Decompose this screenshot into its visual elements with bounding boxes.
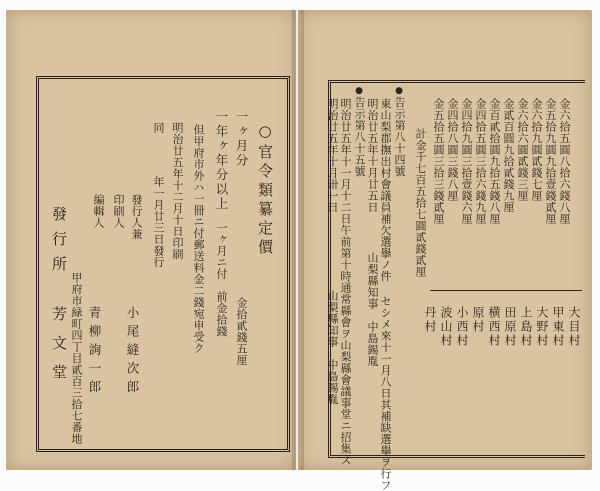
role-editor: 編輯人 — [92, 194, 105, 229]
price-row-value: 金拾貳錢五厘 — [235, 297, 248, 366]
name-cell: 田原村 — [503, 306, 517, 348]
price-table-title: ○官令類纂定價 — [256, 122, 274, 258]
amount-line: 金五拾五圓三拾三錢貳厘 — [432, 98, 445, 225]
notice-signer: 山梨縣知事 中島錫胤 — [366, 252, 379, 367]
mailing-note: 但甲府市外ハ一冊ニ付郵送料金二錢宛申受ク — [192, 124, 205, 354]
name-cell: 甲東村 — [551, 306, 565, 348]
notice-marker: ● — [354, 86, 364, 97]
publisher-label: 發行所 — [50, 206, 68, 281]
amount-total: 計金千七百五拾七圓貳錢貳厘 — [414, 128, 427, 278]
name-cell: 上島村 — [519, 306, 533, 348]
amount-line: 金六拾六圓貳錢三厘 — [516, 98, 529, 202]
notice-body: 東山梨郡撫出村會議員補欠選擧ノ件 セシメ來十一月八日其補缺選擧ヲ行フ — [379, 98, 392, 491]
amount-line: 金四拾九圓三拾壹錢六厘 — [460, 98, 473, 225]
publisher-name: 芳文堂 — [50, 306, 68, 393]
name-table-rule — [430, 290, 582, 291]
price-row-value: 一ヶ月ニ付 前金拾錢 — [215, 222, 228, 337]
issue-date-prefix: 同 — [152, 122, 165, 134]
amount-line: 金貳百圓九拾貳錢九厘 — [502, 98, 515, 213]
publisher-person-name: 小尾縫次郎 — [125, 306, 140, 399]
amount-line: 金四拾八圓三錢八厘 — [446, 98, 459, 202]
name-cell: 丹村 — [423, 306, 437, 334]
price-row-label: 一ヶ月分 — [234, 110, 249, 168]
amount-line: 金四拾五圓三拾六錢九厘 — [474, 98, 487, 225]
amount-line: 金五拾九圓九拾壹錢貳厘 — [544, 98, 557, 225]
notice-head: ●告示第八十五號 — [353, 86, 366, 177]
name-cell: 横西村 — [487, 306, 501, 348]
book-gutter — [292, 10, 304, 470]
amount-line: 金百貳拾圓九拾五錢八厘 — [488, 98, 501, 225]
amount-line: 金六拾九圓貳錢七厘 — [530, 98, 543, 202]
notice-marker: ● — [394, 86, 404, 97]
role-printer: 印刷人 — [112, 194, 125, 229]
notice-date: 明治廿五年十月廿五日 — [366, 98, 379, 213]
publisher-address: 甲府市緑町四丁目貳百三拾七番地 — [70, 272, 83, 445]
issue-date: 年一月廿三日發行 — [152, 176, 165, 268]
editor-name: 青柳詢一郎 — [87, 306, 102, 399]
name-cell: 大野村 — [535, 306, 549, 348]
print-date: 明治廿五年十二月十日印刷 — [171, 122, 184, 260]
name-cell: 小西村 — [455, 306, 469, 348]
price-row-label: 一年ヶ年分以上 — [214, 110, 229, 212]
notice-signer: 山梨縣知事 中島錫胤 — [326, 290, 339, 405]
role-publisher: 發行人兼 — [130, 194, 143, 240]
book-spread — [6, 10, 592, 491]
notice-date: 明治廿五年十月卅一日 — [326, 98, 339, 213]
name-cell: 大目村 — [567, 306, 581, 348]
name-cell: 原村 — [471, 306, 485, 334]
notice-head: ●告示第八十四號 — [393, 86, 406, 177]
amount-line: 金六拾五圓八拾六錢八厘 — [558, 98, 571, 225]
notice-body: 明治廿五年十一月十二日午前第十時通常縣會ヲ山梨縣會議事堂ニ招集ス — [339, 98, 352, 466]
name-cell: 波山村 — [439, 306, 453, 348]
